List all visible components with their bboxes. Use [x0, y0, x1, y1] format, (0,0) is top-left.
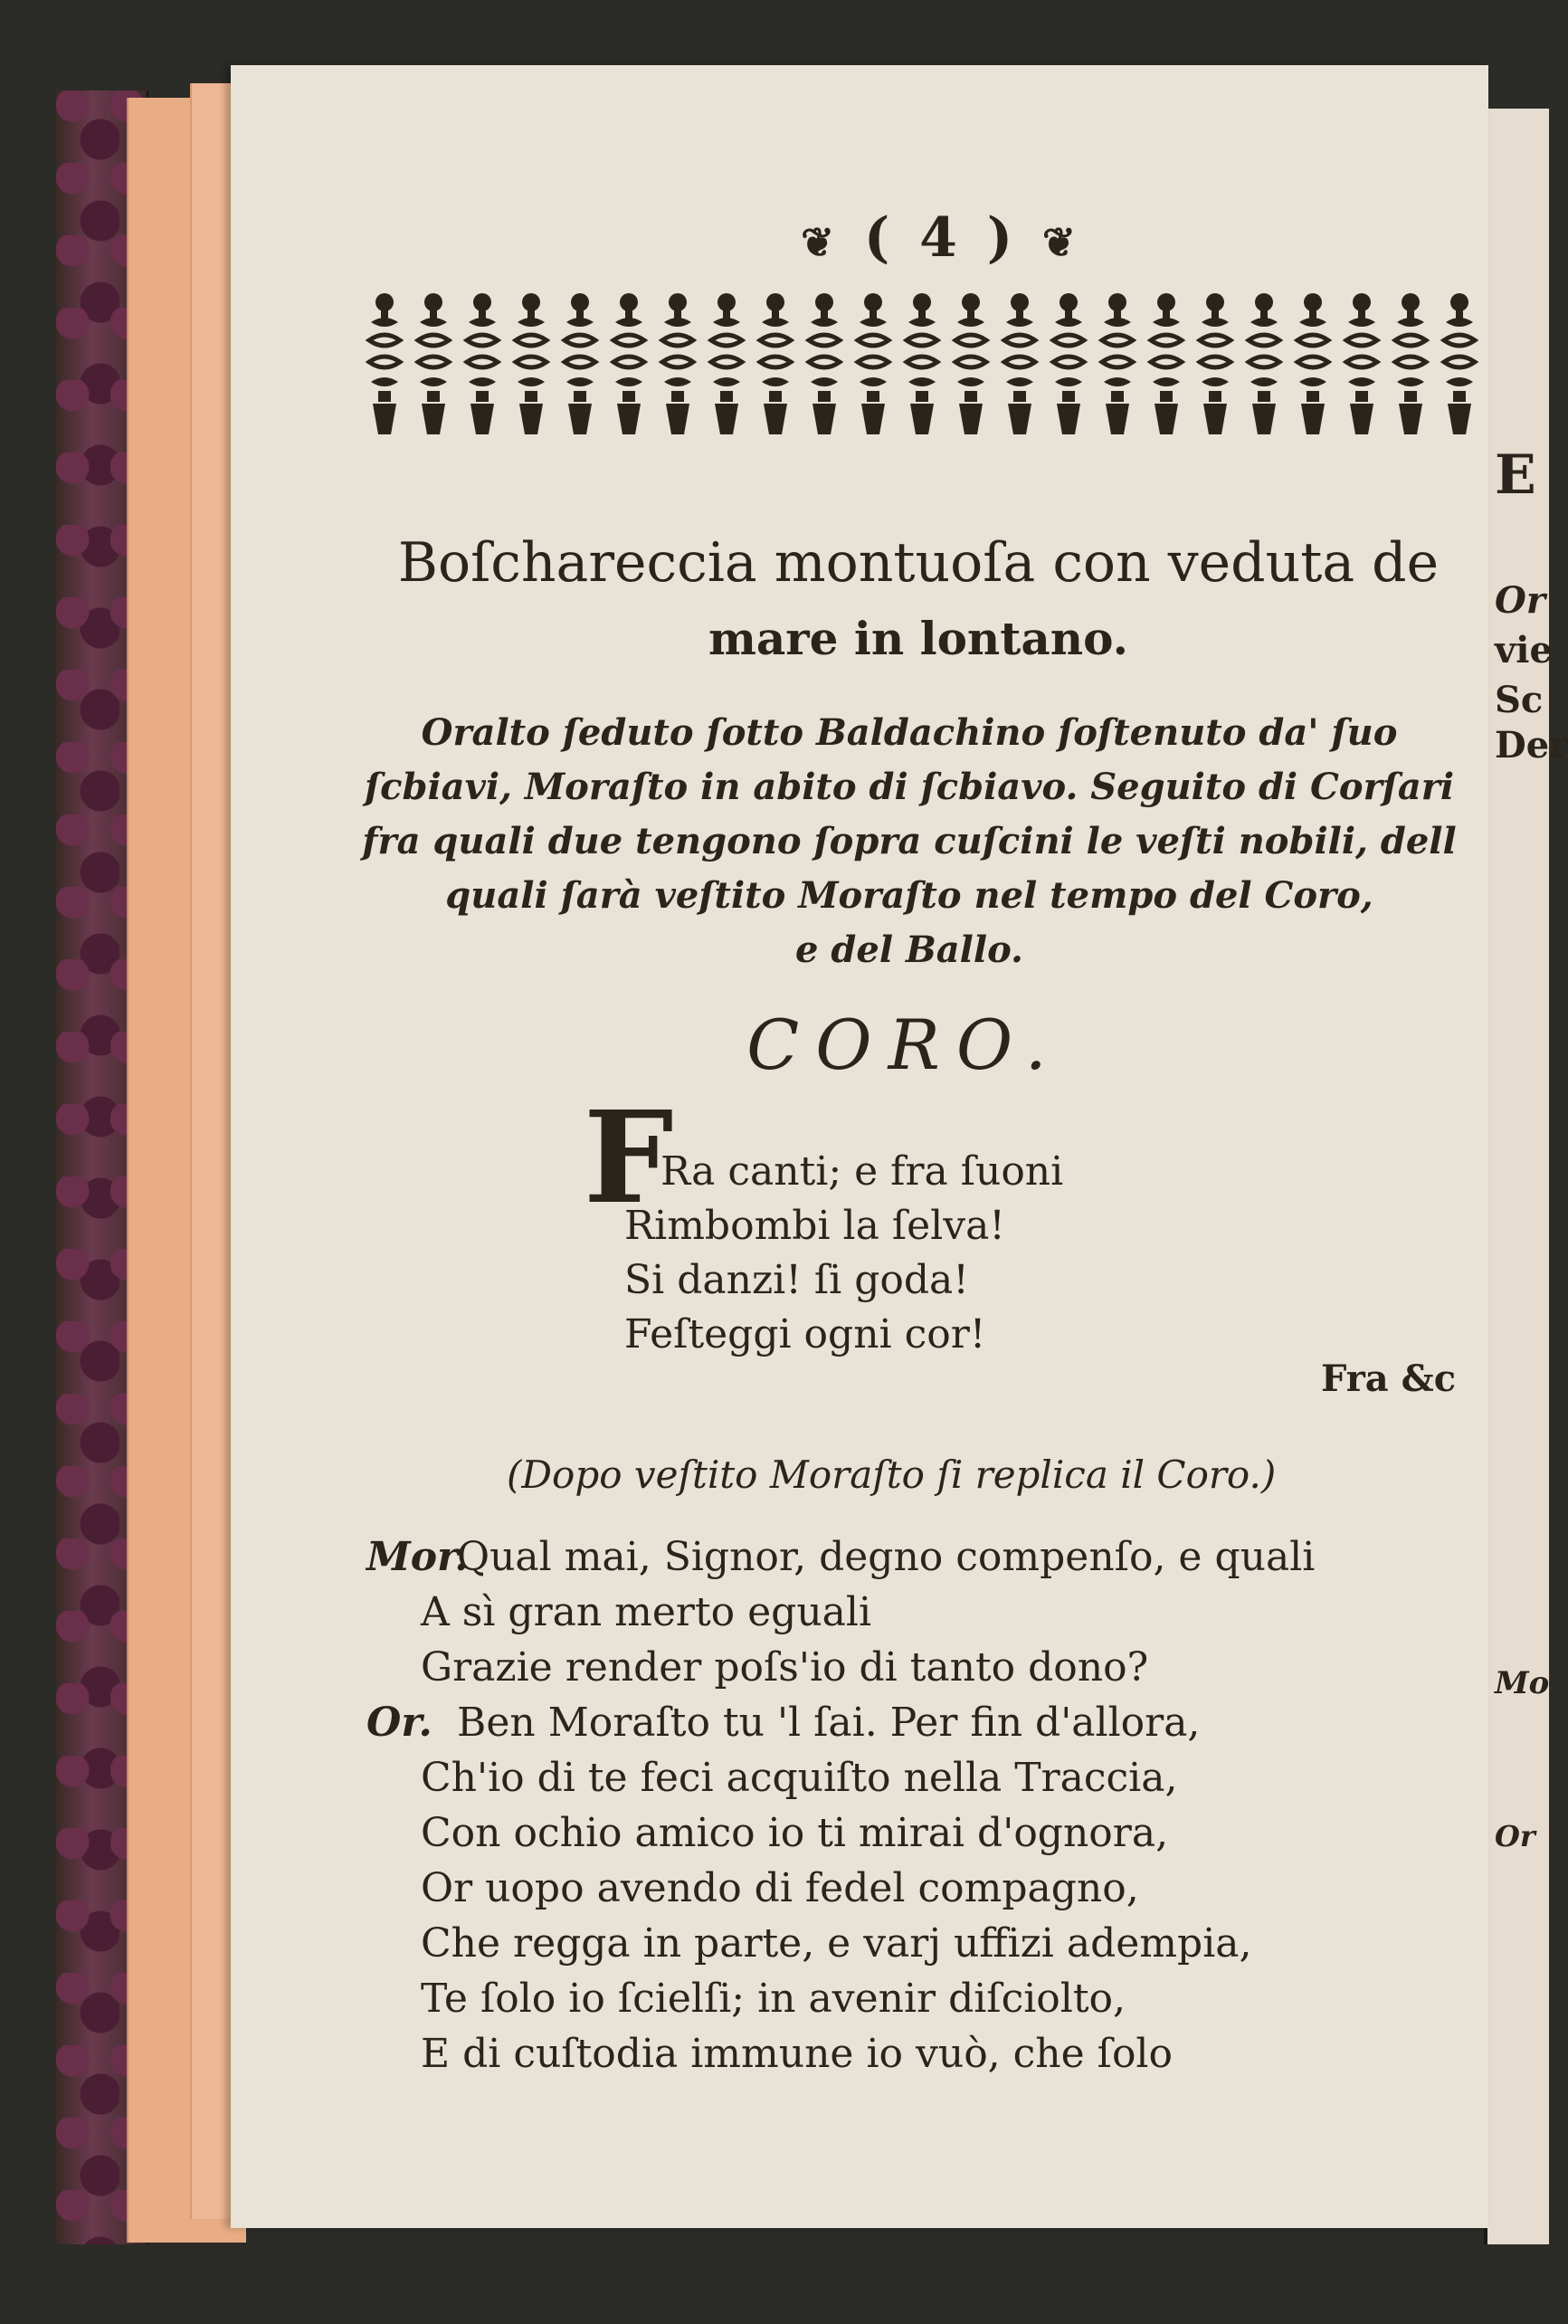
- stage-direction-line: Oralto ſeduto ſotto Baldachino ſoſtenuto da' ſuo: [421, 711, 1398, 754]
- page-number-text: ( 4 ): [863, 206, 1019, 270]
- page-number-ornament-left: ❦: [801, 220, 840, 266]
- dialogue-line: [366, 2026, 1479, 2081]
- stage-direction-line: e del Ballo.: [795, 929, 1023, 971]
- chorus-line: Feſteggi ogni cor!: [624, 1311, 986, 1357]
- chorus-line: Ra canti; e fra ſuoni: [660, 1148, 1064, 1195]
- stage-direction-line: fra quali due tengono ſopra cuſcini le veſti nobili, dell: [362, 820, 1457, 862]
- dialogue-text: Ch'io di te feci acquiſto nella Traccia,: [421, 1755, 1178, 1801]
- facing-fragment: Or: [1495, 579, 1545, 622]
- dialogue-line: [366, 1971, 1479, 2026]
- chorus-line: Rimbombi la ſelva!: [624, 1203, 1005, 1249]
- decorative-border-ornament: [362, 290, 1484, 443]
- stage-direction-line: quali ſarà veſtito Moraſto nel tempo del Coro,: [445, 874, 1373, 917]
- dialogue-text: E di cuſtodia immune io vuò, che ſolo: [421, 2031, 1173, 2077]
- dialogue-line: [366, 1750, 1479, 1805]
- dialogue-text: Qual mai, Signor, degno compenſo, e quali: [457, 1534, 1316, 1580]
- dialogue-text: A sì gran merto eguali: [421, 1589, 872, 1635]
- chorus-verse: [624, 1145, 1258, 1362]
- scene-heading-line: mare in lontano.: [708, 612, 1129, 665]
- scene-heading-line: Boſchareccia montuoſa con veduta de: [397, 531, 1440, 595]
- dialogue: [366, 1529, 1479, 2081]
- dialogue-text: Che regga in parte, e varj uffizi adempia,: [421, 1920, 1252, 1967]
- dialogue-text: Or uopo avendo di fedel compagno,: [421, 1865, 1139, 1911]
- facing-fragment: Der: [1495, 724, 1568, 767]
- stage-direction-line: ſcbiavi, Moraſto in abito di ſcbiavo. Seguito di Corſari: [364, 766, 1455, 808]
- chorus-line: Si danzi! ſi goda!: [624, 1257, 969, 1303]
- dialogue-text: Con ochio amico io ti mirai d'ognora,: [421, 1810, 1169, 1856]
- page-number: [706, 206, 1176, 270]
- speaker-label: Or.: [366, 1700, 432, 1746]
- speaker-label: Mor.: [366, 1534, 469, 1580]
- dialogue-line: [366, 1585, 1479, 1640]
- dialogue-line: [366, 1640, 1479, 1695]
- drop-cap: F: [584, 1084, 674, 1233]
- stage-note: (Dopo veſtito Moraſto ſi replica il Coro.): [507, 1452, 1277, 1497]
- dialogue-text: Te ſolo io ſcielſi; in avenir diſciolto,: [421, 1976, 1126, 2022]
- scene-heading: [362, 525, 1475, 677]
- chorus-refrain: Fra &c: [1321, 1357, 1457, 1400]
- facing-fragment: vie: [1495, 629, 1553, 671]
- facing-fragment: Or: [1495, 1819, 1535, 1853]
- dialogue-line: [366, 1916, 1479, 1971]
- dialogue-line: [366, 1529, 1479, 1585]
- page-number-ornament-right: ❦: [1042, 220, 1081, 266]
- dialogue-line: [366, 1805, 1479, 1861]
- dialogue-line: [366, 1861, 1479, 1916]
- facing-fragment: Mo: [1495, 1665, 1550, 1701]
- facing-fragment: Sc: [1495, 679, 1544, 721]
- facing-fragment: E: [1495, 443, 1536, 507]
- dialogue-text: Ben Moraſto tu 'l ſai. Per fin d'allora,: [457, 1700, 1201, 1746]
- stage-direction: [344, 706, 1475, 977]
- dialogue-text: Grazie render poſs'io di tanto dono?: [421, 1644, 1149, 1691]
- section-title: CORO.: [746, 1005, 1063, 1085]
- facing-page-edge: [1484, 109, 1568, 2244]
- dialogue-line: [366, 1695, 1479, 1750]
